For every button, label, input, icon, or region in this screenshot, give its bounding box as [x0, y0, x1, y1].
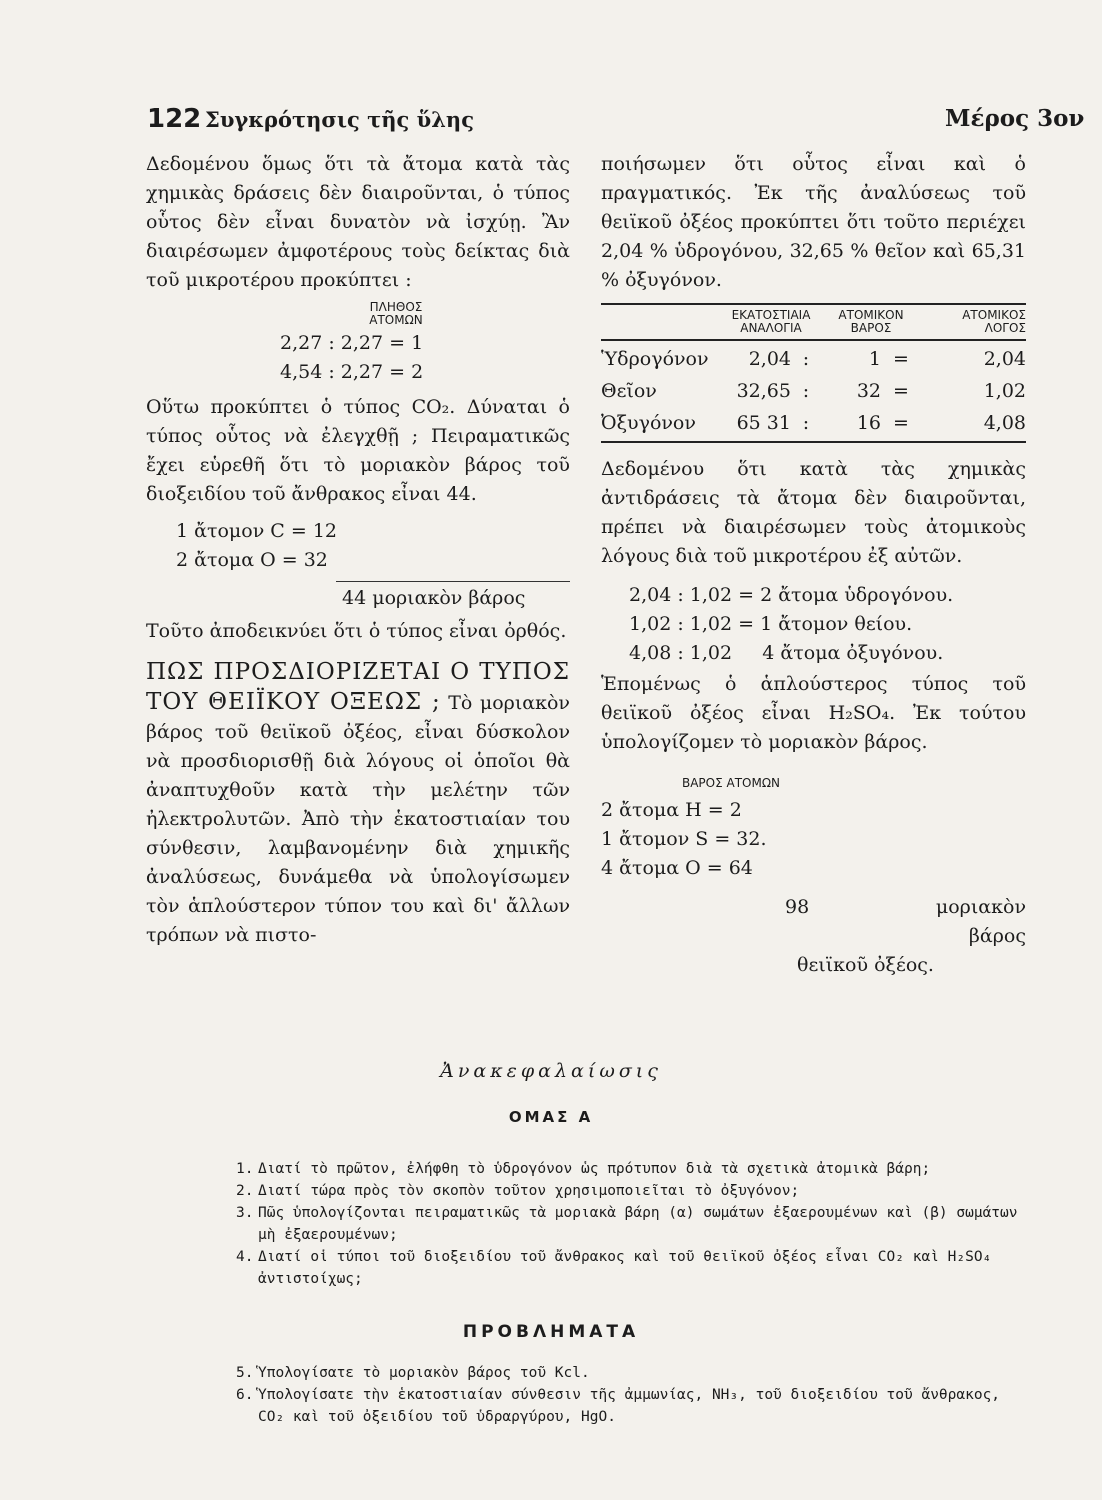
running-title: Συγκρότησις τῆς ὕλης — [205, 107, 474, 132]
left-column — [146, 150, 570, 950]
left-paragraph-1: Δεδομένου ὅμως ὅτι τὰ ἄτομα κατὰ τὰς χημικὰς δράσεις δὲν διαιροῦνται, ὁ τύπος οὗτος δὲν εἶναι δυνατὸν νὰ ἰσχύῃ. Ἂν διαιρέσωμεν ἀμφοτέρους τοὺς δείκτας διὰ τοῦ μικροτέρου προκύπτει : — [146, 153, 570, 291]
right-column — [601, 150, 1026, 980]
left-paragraph-2: Οὕτω προκύπτει ὁ τύπος CO₂. Δύναται ὁ τύπος οὗτος νὰ ἐλεγχθῇ ; Πειραματικῶς ἔχει εὑρεθῆ ὅτι τὸ μοριακὸν βάρος τοῦ διοξειδίου τοῦ ἄνθρακος εἶναι 44. — [146, 396, 570, 505]
total-weight-number: 98 — [785, 896, 810, 918]
list-item: 6. Ὑπολογίσατε τὴν ἑκατοστιαίαν σύνθεσιν τῆς ἀμμωνίας, NH₃, τοῦ διοξειδίου τοῦ ἄνθρακος, CO₂ καὶ τοῦ ὀξειδίου τοῦ ὑδραργύρου, HgO. — [236, 1387, 1001, 1425]
atom-o-line: 2 ἄτομα O = 32 — [176, 549, 328, 571]
header-percent: ΕΚΑΤΟΣΤΙΑΙΑ ΑΝΑΛΟΓΙΑ — [731, 308, 811, 335]
problems-title: ΠΡΟΒΛΗΜΑΤΑ — [462, 1322, 640, 1342]
sum-rule — [336, 581, 570, 582]
page-number: 122 — [147, 104, 202, 134]
questions-list — [236, 1158, 1026, 1290]
division-line-1: 2,04 : 1,02 = 2 ἄτομα ὑδρογόνου. — [629, 584, 954, 606]
list-item: 5. Ὑπολογίσατε τὸ μοριακὸν βάρος τοῦ Kcl. — [236, 1365, 590, 1381]
table-header-row — [601, 305, 1026, 340]
right-paragraph-2: Δεδομένου ὅτι κατὰ τὰς χημικὰς ἀντιδράσεις τὰ ἄτομα δὲν διαιροῦνται, πρέπει νὰ διαιρέσωμεν τοὺς ἀτομικοὺς λόγους διὰ τοῦ μικροτέρου ἐξ αὐτῶν. — [601, 458, 1026, 567]
left-paragraph-4: Τὸ μοριακὸν βάρος τοῦ θειϊκοῦ ὀξέος, εἶναι δύσκολον νὰ προσδιορισθῇ διὰ λόγους οἱ ὁποῖοι θὰ ἀναπτυχθοῦν κατὰ τὴν μελέτην τῶν ἠλεκτρολυτῶν. Ἀπὸ τὴν ἑκατοστιαίαν του σύνθεσιν, λαμβανομένην διὰ χημικῆς ἀναλύσεως, δυνάμεθα νὰ ὑπολογίσωμεν τὸν ἁπλούστερον τύπον του καὶ δι' ἄλλων τρόπων νὰ πιστο- — [146, 692, 570, 946]
part-label: Μέρος 3ον — [945, 105, 1085, 132]
summary-title: Ἀνακεφαλαίωσις — [440, 1060, 662, 1082]
table-row: Ὀξυγόνον 65 31 : 16 = 4,08 — [601, 411, 1026, 434]
section-paragraph — [146, 658, 570, 950]
weight-h-line: 2 ἄτομα H = 2 — [601, 799, 742, 821]
weight-o-line: 4 ἄτομα O = 64 — [601, 857, 753, 879]
division-line-3: 4,08 : 1,02 4 ἄτομα ὀξυγόνου. — [629, 642, 944, 664]
group-title: ΟΜΑΣ Α — [508, 1108, 594, 1126]
list-item: 2. Διατί τώρα πρὸς τὸν σκοπὸν τοῦτον χρησιμοποιεῖται τὸ ὀξυγόνον; — [236, 1183, 800, 1199]
weight-s-line: 1 ἄτομον S = 32. — [601, 828, 767, 850]
ratio-line-1: 2,27 : 2,27 = 1 — [280, 332, 424, 354]
table-bottom-rule — [601, 441, 1026, 443]
plithos-header: ΠΛΗΘΟΣ ΑΤΟΜΩΝ — [369, 300, 423, 327]
list-item: 4. Διατί οἱ τύποι τοῦ διοξειδίου τοῦ ἄνθρακος καὶ τοῦ θειϊκοῦ ὀξέος εἶναι CO₂ καὶ H₂SO₄ ἀντιστοίχως; — [236, 1249, 992, 1287]
header-atomic-weight: ΑΤΟΜΙΚΟΝ ΒΑΡΟΣ — [838, 308, 904, 335]
division-line-2: 1,02 : 1,02 = 1 ἄτομον θείου. — [629, 613, 913, 635]
problems-list — [236, 1362, 1026, 1428]
atom-c-line: 1 ἄτομον C = 12 — [176, 520, 337, 542]
ratio-line-2: 4,54 : 2,27 = 2 — [280, 361, 424, 383]
left-paragraph-3: Τοῦτο ἀποδεικνύει ὅτι ὁ τύπος εἶναι ὀρθός. — [146, 620, 567, 642]
composition-table — [601, 305, 1026, 439]
mol-weight-line: 44 μοριακὸν βάρος — [342, 587, 526, 609]
table-row: Θεῖον 32,65 : 32 = 1,02 — [601, 379, 1026, 402]
list-item: 3. Πῶς ὑπολογίζονται πειραματικῶς τὰ μοριακὰ βάρη (α) σωμάτων ἐξαερουμένων καὶ (β) σωμάτων μὴ ἐξαερουμένων; — [236, 1205, 1018, 1243]
total-weight-label-2: θειϊκοῦ ὀξέος. — [797, 954, 934, 976]
total-weight-label: μοριακὸν βάρος — [935, 896, 1026, 947]
weight-header: ΒΑΡΟΣ ΑΤΟΜΩΝ — [681, 776, 780, 790]
total-weight-row — [601, 893, 1026, 951]
right-paragraph-3: Ἑπομένως ὁ ἁπλούστερος τύπος τοῦ θειϊκοῦ ὀξέος εἶναι H₂SO₄. Ἐκ τούτου ὑπολογίζομεν τὸ μοριακὸν βάρος. — [601, 673, 1026, 753]
right-paragraph-1: ποιήσωμεν ὅτι οὗτος εἶναι καὶ ὁ πραγματικός. Ἐκ τῆς ἀναλύσεως τοῦ θειϊκοῦ ὀξέος προκύπτει ὅτι τοῦτο περιέχει 2,04 % ὑδρογόνου, 32,65 % θεῖον καὶ 65,31 % ὀξυγόνον. — [601, 153, 1026, 291]
table-row: Ὑδρογόνον 2,04 : 1 = 2,04 — [601, 347, 1026, 370]
header-atomic-ratio: ΑΤΟΜΙΚΟΣ ΛΟΓΟΣ — [962, 308, 1026, 335]
list-item: 1. Διατί τὸ πρῶτον, ἐλήφθη τὸ ὑδρογόνον ὡς πρότυπον διὰ τὰ σχετικὰ ἀτομικὰ βάρη; — [236, 1161, 931, 1177]
section-heading: ΠΩΣ ΠΡΟΣΔΙΟΡΙΖΕΤΑΙ Ο ΤΥΠΟΣ ΤΟΥ ΘΕΙΪΚΟΥ ΟΞΕΩΣ ; — [146, 659, 570, 715]
